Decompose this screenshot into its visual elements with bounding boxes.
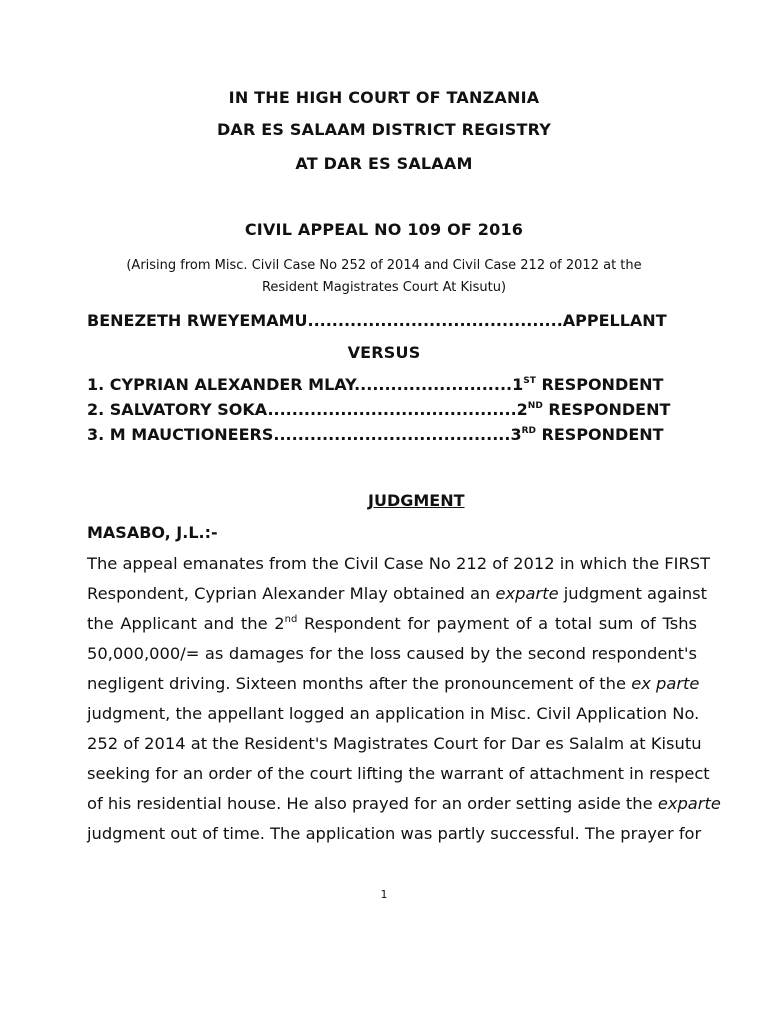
body-text-run: Respondent for payment of a total sum of Tshs (297, 614, 697, 633)
case-title: CIVIL APPEAL NO 109 OF 2016 (244, 220, 524, 239)
body-italic-run: ex parte (631, 674, 700, 693)
body-text-run: judgment out of time. The application was partly successful. The prayer for (87, 824, 702, 843)
body-text-run: 50,000,000/= as damages for the loss caused by the second respondent's (87, 644, 697, 663)
page-number: 1 (380, 888, 388, 901)
respondent-role: RESPONDENT (542, 400, 671, 419)
body-line (87, 699, 700, 729)
body-line (87, 729, 702, 759)
judge-name: MASABO, J.L.:- (87, 523, 218, 542)
appellant-role: APPELLANT (562, 311, 667, 330)
body-text-run: judgment against (558, 584, 708, 603)
body-line (87, 549, 711, 579)
body-superscript: nd (284, 614, 298, 625)
respondent-ordinal-number: 1 (512, 375, 524, 394)
appellant-leader-dots: .......................................... (307, 311, 563, 330)
body-italic-run: exparte (657, 794, 721, 813)
court-name: IN THE HIGH COURT OF TANZANIA (228, 88, 540, 107)
body-line (87, 789, 721, 819)
respondent-ordinal-suffix: RD (521, 426, 536, 436)
respondent-line-3 (87, 425, 697, 444)
body-text-run: negligent driving. Sixteen months after the pronouncement of the (87, 674, 632, 693)
court-location: AT DAR ES SALAAM (295, 154, 473, 173)
body-line (87, 639, 697, 669)
respondent-leader-dots: .......................... (354, 375, 513, 394)
appellant-line (87, 311, 697, 330)
respondent-line-2 (87, 400, 697, 419)
judgment-body (87, 549, 721, 849)
respondent-name: 2. SALVATORY SOKA (87, 400, 268, 419)
respondent-leader-dots: ......................................... (267, 400, 517, 419)
body-text-run: judgment, the appellant logged an application in Misc. Civil Application No. (87, 704, 700, 723)
respondent-line-1 (87, 375, 697, 394)
appellant-name: BENEZETH RWEYEMAMU (87, 311, 308, 330)
body-line (87, 579, 708, 609)
body-text-run: 252 of 2014 at the Resident's Magistrates Court for Dar es Salalm at Kisutu (87, 734, 702, 753)
body-line (87, 669, 700, 699)
body-line (87, 819, 702, 849)
body-text-run: Respondent, Cyprian Alexander Mlay obtained an (87, 584, 496, 603)
respondent-name: 3. M MAUCTIONEERS (87, 425, 274, 444)
respondent-role: RESPONDENT (535, 425, 664, 444)
case-origin-line-1: (Arising from Misc. Civil Case No 252 of 2014 and Civil Case 212 of 2012 at the (126, 258, 642, 273)
respondent-name: 1. CYPRIAN ALEXANDER MLAY (87, 375, 355, 394)
body-text-run: The appeal emanates from the Civil Case No 212 of 2012 in which the FIRST (87, 554, 711, 573)
body-text-run: seeking for an order of the court lifting the warrant of attachment in respect (87, 764, 710, 783)
body-text-run: of his residential house. He also prayed for an order setting aside the (87, 794, 658, 813)
registry-name: DAR ES SALAAM DISTRICT REGISTRY (216, 120, 552, 139)
judgment-heading: JUDGMENT (368, 491, 465, 510)
respondent-ordinal-suffix: ST (523, 376, 536, 386)
versus-label: VERSUS (347, 343, 421, 362)
respondent-leader-dots: ....................................... (273, 425, 511, 444)
respondent-ordinal-number: 3 (510, 425, 522, 444)
body-text-run: the Applicant and the 2 (87, 614, 285, 633)
body-italic-run: exparte (495, 584, 559, 603)
respondent-role: RESPONDENT (535, 375, 664, 394)
respondent-ordinal-number: 2 (516, 400, 528, 419)
case-origin-line-2: Resident Magistrates Court At Kisutu) (261, 280, 507, 295)
body-line (87, 609, 697, 639)
respondent-ordinal-suffix: ND (527, 401, 543, 411)
body-line (87, 759, 710, 789)
